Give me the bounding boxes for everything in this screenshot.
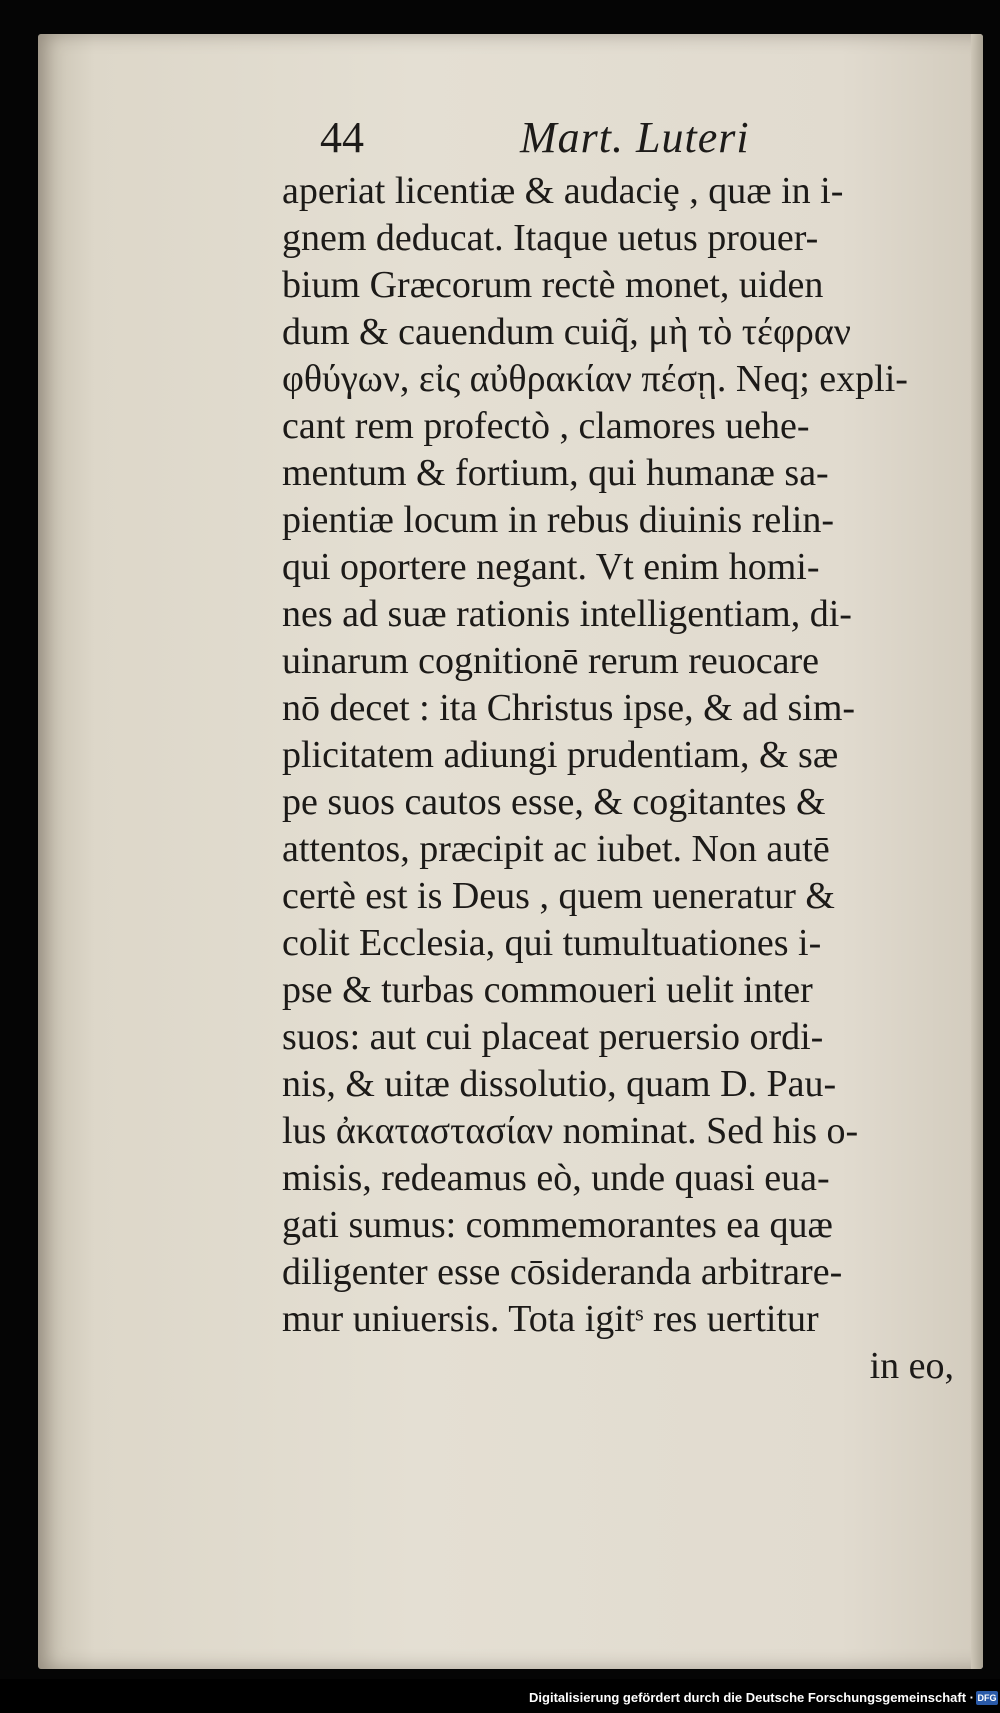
text-line: bium Græcorum rectè monet, uiden xyxy=(282,264,824,306)
running-head: Mart. Luteri xyxy=(520,113,750,162)
text-line: pientiæ locum in rebus diuinis relin- xyxy=(282,499,834,541)
body-text xyxy=(282,168,962,1390)
text-line: diligenter esse cōsideranda arbitrare- xyxy=(282,1251,843,1293)
text-line: φθύγων, εἰς αὐθρακίαν πέσῃ. Neq; expli- xyxy=(282,358,908,400)
page-header xyxy=(320,112,840,172)
text-line: colit Ecclesia, qui tumultuationes i- xyxy=(282,922,822,964)
text-line: aperiat licentiæ & audaciȩ , quæ in i- xyxy=(282,170,844,212)
page-number: 44 xyxy=(320,113,364,162)
text-line: mentum & fortium, qui humanæ sa- xyxy=(282,452,829,494)
text-line: qui oportere negant. Vt enim homi- xyxy=(282,546,820,588)
text-line: attentos, præcipit ac iubet. Non autē xyxy=(282,828,830,870)
text-line: nes ad suæ rationis intelligentiam, di- xyxy=(282,593,852,635)
text-line: uinarum cognitionē rerum reuocare xyxy=(282,640,820,682)
dfg-logo-icon: DFG xyxy=(977,1693,997,1703)
funding-credit: Digitalisierung gefördert durch die Deutsche Forschungsgemeinschaft · xyxy=(529,1690,974,1705)
text-line: certè est is Deus , quem ueneratur & xyxy=(282,875,835,917)
text-line: cant rem profectò , clamores uehe- xyxy=(282,405,810,447)
text-line: nis, & uitæ dissolutio, quam D. Pau- xyxy=(282,1063,837,1105)
text-line: misis, redeamus eò, unde quasi eua- xyxy=(282,1157,830,1199)
text-line: mur uniuersis. Tota igitˢ res uertitur xyxy=(282,1298,819,1340)
text-line: gati sumus: commemorantes ea quæ xyxy=(282,1204,833,1246)
text-line: plicitatem adiungi prudentiam, & sæ xyxy=(282,734,839,776)
text-line: dum & cauendum cuiq̃, μὴ τὸ τέφραν xyxy=(282,311,851,353)
text-line: lus ἀκαταστασίαν nominat. Sed his o- xyxy=(282,1110,859,1152)
catchword: in eo, xyxy=(869,1345,954,1387)
page-edge xyxy=(971,34,983,1669)
text-line: pe suos cautos esse, & cogitantes & xyxy=(282,781,826,823)
footer-bar xyxy=(0,1679,1000,1713)
text-line: nō decet : ita Christus ipse, & ad sim- xyxy=(282,687,856,729)
text-line: suos: aut cui placeat peruersio ordi- xyxy=(282,1016,824,1058)
text-line: pse & turbas commoueri uelit inter xyxy=(282,969,813,1011)
text-line: gnem deducat. Itaque uetus prouer- xyxy=(282,217,819,259)
